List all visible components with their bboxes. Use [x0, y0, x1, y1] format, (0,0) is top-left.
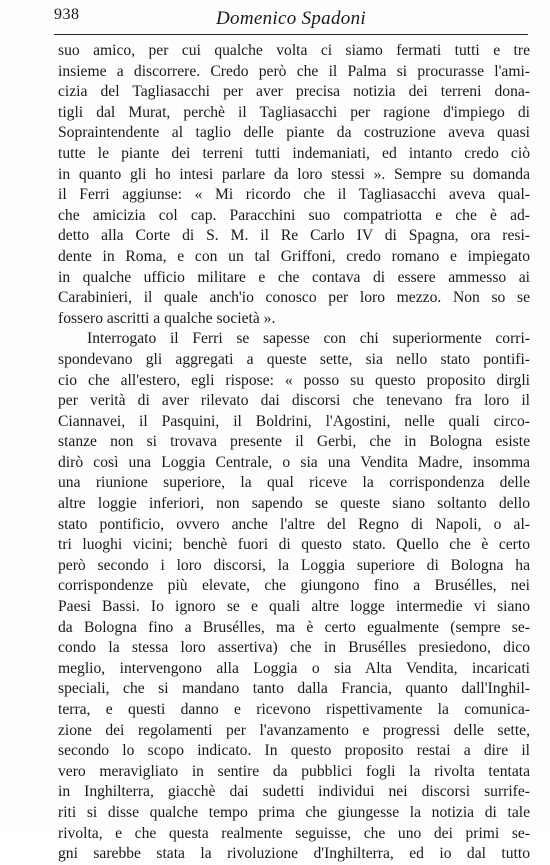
text-line: zione dei regolamenti per l'avanzamento e progressi delle sette, [58, 721, 530, 739]
text-line: secondo lo scopo indicato. In questo proposito restai a dire il [58, 742, 530, 760]
text-line: rivolta, e che questa realmente seguisse, che uno dei primi se- [58, 824, 530, 842]
text-line: tigli dal Murat, perchè il Tagliasacchi per ragione d'impiego di [58, 103, 530, 121]
text-line: per verità di aver rilevato dai discorsi che tenevano fra loro il [58, 392, 530, 410]
text-line: Interrogato il Ferri se sapesse con chi superiormente corri- [87, 330, 530, 348]
text-line: una riunione superiore, la qual riceve la corrispondenza delle [58, 474, 530, 492]
text-line: fossero ascritti a qualche società ». [58, 309, 276, 327]
text-line: Paesi Bassi. Io ignoro se e quali altre logge intermedie vi siano [58, 598, 530, 616]
text-line: in Inghilterra, giacchè dai sudetti individui nei discorsi surrife- [58, 783, 530, 801]
page-header [54, 6, 528, 35]
text-line: da Bologna fino a Brusélles, ma è certo egualmente (sempre se- [58, 618, 530, 636]
text-line: stato pontificio, ovvero anche l'altre del Regno di Napoli, o al- [58, 515, 530, 533]
body-text [58, 41, 530, 865]
text-line: insieme a discorrere. Credo però che il Palma si procurasse l'ami- [58, 62, 530, 80]
text-line: suo amico, per cui qualche volta ci siamo fermati tutti e tre [58, 42, 530, 59]
text-line: condo la stessa loro assertiva) che in Brusélles presiedono, dico [58, 639, 530, 657]
page-number: 938 [54, 6, 80, 23]
text-line: in qualche ufficio militare e che contava di essere ammesso ai [58, 268, 530, 286]
text-line: detto alla Corte di S. M. il Re Carlo IV di Spagna, ora resi- [58, 227, 530, 245]
text-line: vero meravigliato in sentire da pubblici fogli la rivolta tentata [58, 762, 530, 780]
text-line: corrispondenze più elevate, che giungono fino a Brusélles, nei [58, 577, 530, 595]
text-line: dirò così una Loggia Centrale, o sia una Vendita Madre, insomma [58, 453, 530, 471]
text-line: terra, e questi danno e ricevono rispettivamente la comunica- [58, 701, 530, 718]
text-line: che amicizia col cap. Paracchini suo compatriotta e che è ad- [58, 206, 530, 224]
text-line: Sopraintendente al taglio delle piante da costruzione aveva quasi [58, 124, 530, 142]
text-line: tri luoghi vicini; benchè fuori di questo stato. Quello che è certo [58, 536, 530, 554]
text-line: il Ferri aggiunse: « Mi ricordo che il Tagliasacchi aveva qual- [58, 186, 530, 204]
text-line: Ciannavei, il Pasquini, il Boldrini, l'Agostini, nelle quali circo- [58, 412, 530, 430]
text-line: dente in Roma, e con un tal Griffoni, credo romano e impiegato [58, 247, 530, 265]
text-line: spondevano gli aggregati a queste sette, sia nello stato pontifi- [58, 350, 530, 368]
text-line: speciali, che si mandano tanto dalla Francia, quanto dall'Inghil- [58, 680, 530, 698]
text-line: meglio, intervengono alla Loggia o sia Alta Vendita, incaricati [58, 659, 530, 677]
text-line: Carabinieri, il quale anch'io conosco per loro mezzo. Non so se [58, 289, 530, 307]
text-line: cio che all'estero, egli rispose: « posso su questo proposito dirgli [58, 371, 530, 389]
text-line: cizia del Tagliasacchi per aver precisa notizia dei terreni dona- [58, 83, 530, 101]
text-line: gni sarebbe stata la rivoluzione d'Inghilterra, ed io dal tutto [58, 845, 530, 863]
text-line: però secondo i loro discorsi, la Loggia superiore di Bologna ha [58, 556, 530, 574]
text-line: stanze non si trovava presente il Gerbi, che in Bologna esiste [58, 433, 530, 451]
text-line: tutte le piante dei terreni tutti indemaniati, ed intanto credo ciò [58, 144, 530, 162]
running-head: Domenico Spadoni [216, 8, 366, 29]
text-line: altre loggie inferiori, non sapendo se queste siano soltanto dello [58, 495, 530, 513]
text-line: riti si disse qualche tempo prima che giungesse la notizia di tale [58, 803, 530, 821]
text-line: in quanto gli ho intesi parlare da loro stessi ». Sempre su domanda [58, 165, 530, 183]
